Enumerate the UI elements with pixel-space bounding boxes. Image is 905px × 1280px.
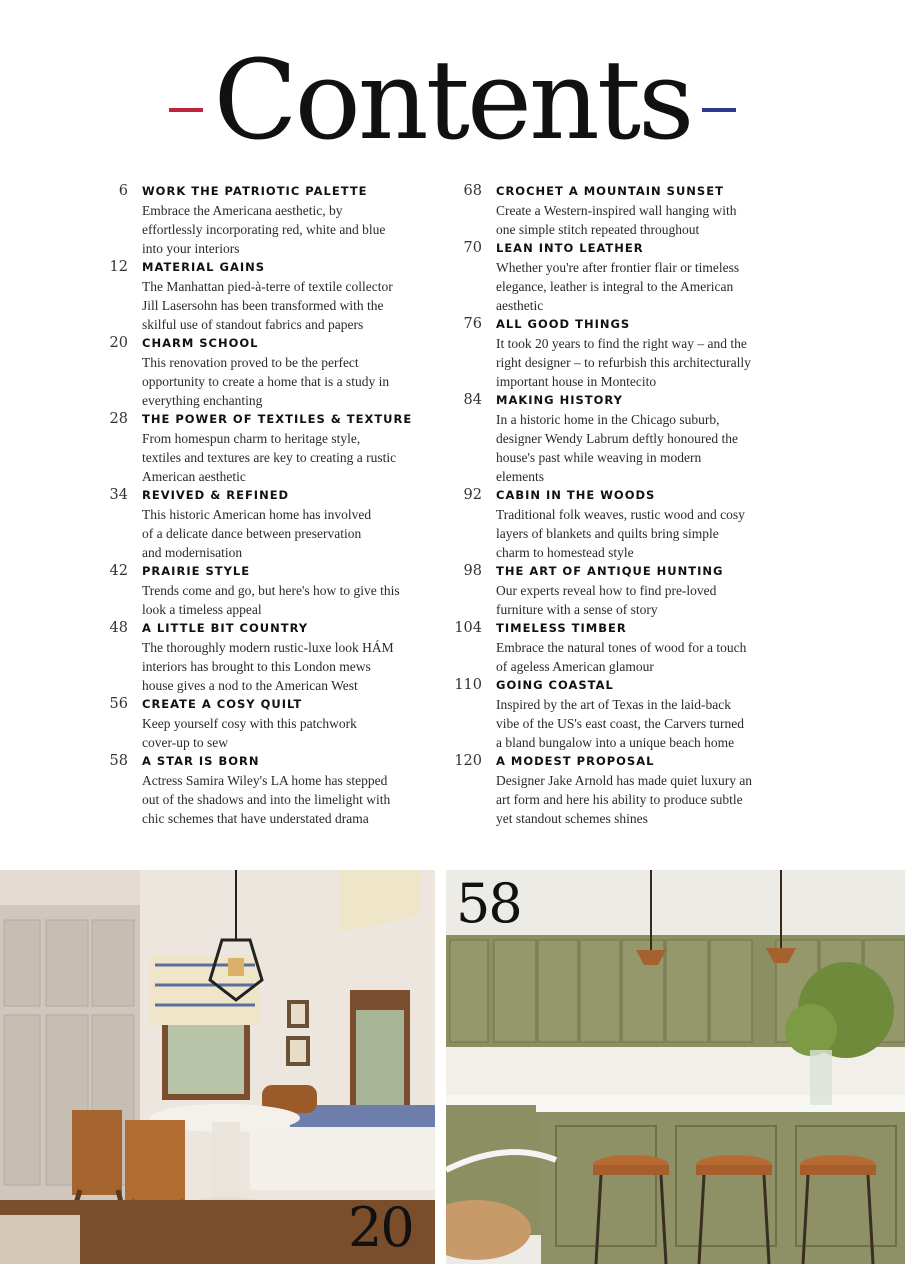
entry-description [142, 201, 438, 258]
page-title: Contents [213, 36, 692, 164]
entry-description-line: important house in Montecito [496, 374, 657, 389]
entry-page-number: 92 [463, 487, 482, 503]
entry-description-line: Embrace the Americana aesthetic, by [142, 203, 343, 218]
entry-description-line: This historic American home has involved [142, 507, 372, 522]
entry-description-line: Designer Jake Arnold has made quiet luxury an [496, 773, 753, 788]
entry-heading: CHARM SCHOOL [142, 336, 259, 350]
entry-description-line: Our experts reveal how to find pre-loved [496, 583, 717, 598]
entry-description [142, 277, 438, 334]
entry-description [496, 581, 792, 619]
entry-description-line: designer Wendy Labrum deftly honoured the [496, 431, 738, 446]
entry-description-line: of a delicate dance between preservation [142, 526, 362, 541]
entry-description-line: The Manhattan pied-à-terre of textile collector [142, 279, 393, 294]
entry-page-number: 58 [109, 753, 128, 769]
entry-description-line: elements [496, 469, 544, 484]
entry-description [142, 581, 438, 619]
contents-entry[interactable] [442, 619, 792, 676]
blue-dash-ornament [702, 108, 736, 112]
entry-description-line: This renovation proved to be the perfect [142, 355, 359, 370]
entry-page-number: 12 [109, 259, 128, 275]
entry-description-line: Inspired by the art of Texas in the laid-back [496, 697, 731, 712]
entry-page-number: 70 [463, 240, 482, 256]
entry-description [496, 334, 792, 391]
entry-page-number: 56 [109, 696, 128, 712]
contents-entry[interactable] [442, 239, 792, 315]
contents-entry[interactable] [88, 486, 438, 562]
contents-entry[interactable] [88, 258, 438, 334]
entry-description [142, 638, 438, 695]
entry-heading: CREATE A COSY QUILT [142, 697, 303, 711]
entry-description [496, 638, 792, 676]
entry-page-number: 84 [463, 392, 482, 408]
entry-description-line: furniture with a sense of story [496, 602, 658, 617]
contents-entry[interactable] [88, 695, 438, 752]
entry-description-line: out of the shadows and into the limelight with [142, 792, 391, 807]
contents-entry[interactable] [442, 752, 792, 828]
entry-description-line: cover-up to sew [142, 735, 228, 750]
contents-entry[interactable] [442, 562, 792, 619]
entry-description-line: skilful use of standout fabrics and papers [142, 317, 364, 332]
entry-heading: REVIVED & REFINED [142, 488, 290, 502]
entry-description-line: Traditional folk weaves, rustic wood and cosy [496, 507, 745, 522]
contents-entry[interactable] [88, 752, 438, 828]
photo-page-number-left: 20 [348, 1196, 413, 1259]
entry-description-line: aesthetic [496, 298, 544, 313]
entry-description-line: textiles and textures are key to creating a rustic [142, 450, 397, 465]
entry-description [142, 353, 438, 410]
contents-entry[interactable] [88, 410, 438, 486]
contents-entry[interactable] [442, 182, 792, 239]
entry-description-line: right designer – to refurbish this architecturally [496, 355, 751, 370]
entry-description-line: house gives a nod to the American West [142, 678, 358, 693]
entry-heading: THE POWER OF TEXTILES & TEXTURE [142, 412, 413, 426]
entry-description [496, 258, 792, 315]
entry-description-line: The thoroughly modern rustic-luxe look HÁM [142, 640, 394, 655]
red-dash-ornament [169, 108, 203, 112]
entry-description-line: Keep yourself cosy with this patchwork [142, 716, 357, 731]
entry-description-line: interiors has brought to this London mews [142, 659, 371, 674]
contents-title-block [0, 36, 905, 164]
entry-description [496, 201, 792, 239]
entry-description-line: of ageless American glamour [496, 659, 654, 674]
entry-heading: GOING COASTAL [496, 678, 614, 692]
entry-page-number: 68 [463, 183, 482, 199]
contents-column-right [442, 182, 792, 828]
entry-heading: ALL GOOD THINGS [496, 317, 631, 331]
contents-entry[interactable] [88, 619, 438, 695]
entry-heading: CROCHET A MOUNTAIN SUNSET [496, 184, 724, 198]
entry-heading: PRAIRIE STYLE [142, 564, 251, 578]
entry-page-number: 76 [463, 316, 482, 332]
entry-description-line: Trends come and go, but here's how to give this [142, 583, 400, 598]
entry-heading: MAKING HISTORY [496, 393, 623, 407]
entry-page-number: 28 [109, 411, 128, 427]
entry-page-number: 6 [118, 183, 128, 199]
entry-description-line: American aesthetic [142, 469, 246, 484]
entry-heading: A MODEST PROPOSAL [496, 754, 655, 768]
entry-description-line: and modernisation [142, 545, 243, 560]
photo-page-number-right: 58 [456, 872, 521, 935]
entry-description-line: Create a Western-inspired wall hanging with [496, 203, 737, 218]
entry-description [142, 429, 438, 486]
entry-page-number: 34 [109, 487, 128, 503]
entry-description-line: art form and here his ability to produce subtle [496, 792, 743, 807]
contents-entry[interactable] [442, 315, 792, 391]
entry-page-number: 20 [109, 335, 128, 351]
entry-description-line: elegance, leather is integral to the American [496, 279, 734, 294]
entry-description-line: yet standout schemes shines [496, 811, 648, 826]
entry-page-number: 104 [454, 620, 482, 636]
contents-entry[interactable] [442, 676, 792, 752]
contents-column-left [88, 182, 438, 828]
entry-description-line: Actress Samira Wiley's LA home has stepped [142, 773, 388, 788]
green-kitchen-photo[interactable] [446, 870, 905, 1264]
entry-description-line: Jill Lasersohn has been transformed with the [142, 298, 384, 313]
entry-description [142, 505, 438, 562]
entry-page-number: 98 [463, 563, 482, 579]
entry-heading: LEAN INTO LEATHER [496, 241, 644, 255]
entry-description [142, 714, 438, 752]
entry-page-number: 42 [109, 563, 128, 579]
contents-entry[interactable] [88, 562, 438, 619]
contents-entry[interactable] [442, 486, 792, 562]
entry-page-number: 120 [454, 753, 482, 769]
entry-description-line: house's past while weaving in modern [496, 450, 702, 465]
entry-description [496, 695, 792, 752]
entry-description-line: Whether you're after frontier flair or timeless [496, 260, 740, 275]
entry-description-line: everything enchanting [142, 393, 263, 408]
entry-heading: TIMELESS TIMBER [496, 621, 627, 635]
entry-description [496, 410, 792, 486]
entry-description-line: charm to homestead style [496, 545, 634, 560]
contents-entry[interactable] [88, 334, 438, 410]
entry-description-line: look a timeless appeal [142, 602, 262, 617]
entry-description-line: one simple stitch repeated throughout [496, 222, 700, 237]
entry-heading: A LITTLE BIT COUNTRY [142, 621, 309, 635]
entry-description [496, 505, 792, 562]
entry-heading: WORK THE PATRIOTIC PALETTE [142, 184, 368, 198]
entry-description-line: into your interiors [142, 241, 240, 256]
entry-description-line: Embrace the natural tones of wood for a touch [496, 640, 747, 655]
entry-description-line: a bland bungalow into a unique beach home [496, 735, 735, 750]
entry-heading: MATERIAL GAINS [142, 260, 266, 274]
entry-description [142, 771, 438, 828]
entry-heading: THE ART OF ANTIQUE HUNTING [496, 564, 724, 578]
entry-heading: CABIN IN THE WOODS [496, 488, 656, 502]
entry-description-line: vibe of the US's east coast, the Carvers turned [496, 716, 744, 731]
entry-description-line: From homespun charm to heritage style, [142, 431, 361, 446]
entry-description-line: In a historic home in the Chicago suburb, [496, 412, 720, 427]
entry-page-number: 48 [109, 620, 128, 636]
contents-entry[interactable] [442, 391, 792, 486]
entry-description-line: chic schemes that have understated drama [142, 811, 369, 826]
entry-description-line: effortlessly incorporating red, white and blue [142, 222, 386, 237]
entry-description-line: It took 20 years to find the right way – and the [496, 336, 747, 351]
entry-description-line: opportunity to create a home that is a study in [142, 374, 390, 389]
entry-page-number: 110 [454, 677, 482, 693]
breakfast-nook-photo[interactable] [0, 870, 435, 1264]
entry-description [496, 771, 792, 828]
entry-heading: A STAR IS BORN [142, 754, 260, 768]
contents-entry[interactable] [88, 182, 438, 258]
entry-description-line: layers of blankets and quilts bring simple [496, 526, 719, 541]
